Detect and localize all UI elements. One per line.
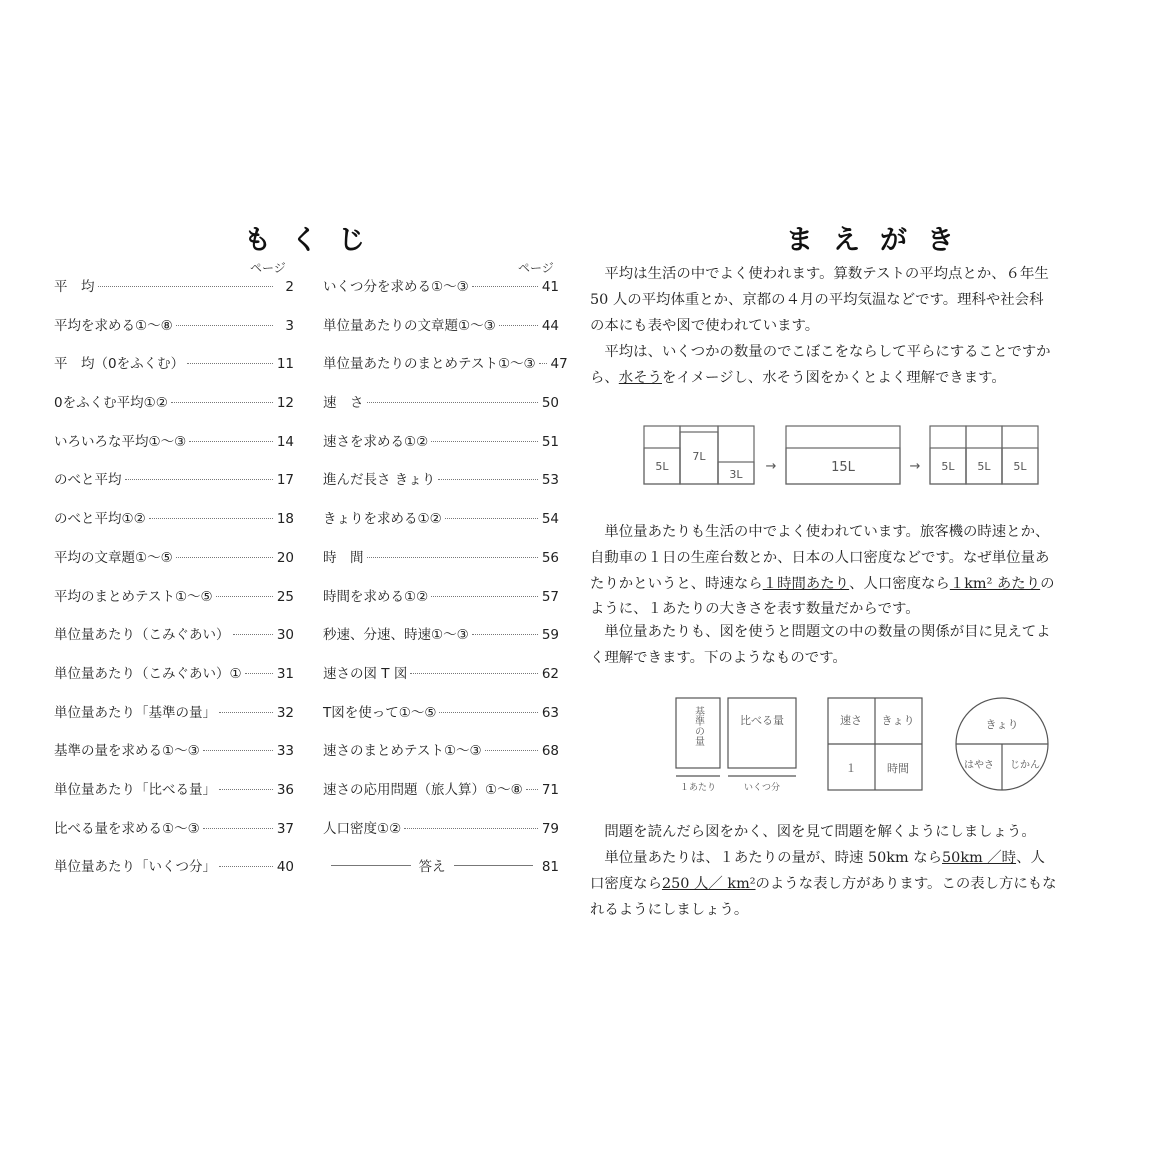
toc-entry-label: 速さを求める①②	[323, 433, 429, 450]
tank-label: 5L	[1013, 460, 1027, 473]
toc-entry[interactable]	[323, 623, 559, 662]
tank-label: 5L	[977, 460, 991, 473]
leader-dots	[539, 363, 547, 364]
toc-entry-label: 平均の文章題①～⑤	[54, 549, 173, 566]
toc-page-number: 63	[541, 704, 559, 721]
toc-entry[interactable]	[323, 546, 559, 585]
toc-entry-label: 平 均	[54, 279, 95, 295]
toc-entry[interactable]	[323, 817, 559, 856]
preface-paragraph-1	[590, 262, 1098, 339]
toc-entry[interactable]	[323, 430, 559, 469]
text-line: 単位量あたりも生活の中でよく使われています。旅客機の時速とか、	[604, 524, 1050, 540]
leader-dots	[485, 750, 538, 751]
toc-entry[interactable]	[54, 585, 294, 624]
leader-dots	[203, 750, 273, 751]
leader-dots	[189, 441, 273, 442]
toc-entry[interactable]	[54, 507, 294, 546]
toc-entry-label: 平均を求める①～⑧	[54, 317, 173, 334]
toc-entry[interactable]	[54, 623, 294, 662]
text-line: 50 人の平均体重とか、京都の４月の平均気温などです。理科や社会科	[590, 291, 1044, 308]
toc-page-number: 50	[541, 395, 559, 412]
leader-dots	[445, 518, 538, 519]
toc-page-header-left: ページ	[250, 261, 286, 275]
compare-quantity-box	[728, 698, 796, 768]
toc-entry[interactable]	[323, 468, 559, 507]
tank-outline	[930, 426, 966, 484]
leader-dots	[472, 286, 538, 287]
leader-dots	[499, 325, 538, 326]
toc-entry-label: 単位量あたり（こみぐあい）	[54, 627, 230, 644]
text-line: く理解できます。下のようなものです。	[590, 649, 847, 666]
preface-paragraph-6	[590, 846, 1098, 923]
toc-page-number: 68	[541, 743, 559, 760]
leader-dots	[149, 518, 273, 519]
toc-entry-label: 人口密度①②	[323, 820, 402, 837]
text-fragment: のような表し方があります。この表し方にもな	[755, 875, 1057, 892]
tank-label: 5L	[655, 460, 669, 473]
toc-right-column	[323, 275, 568, 894]
toc-entry-label: いくつ分を求める①～③	[323, 279, 469, 295]
toc-page-number: 3	[285, 317, 294, 334]
diagram-label: 基準の量	[692, 706, 704, 746]
text-line: ように、１あたりの大きさを表す数量だからです。	[590, 601, 920, 618]
toc-page-number: 2	[285, 279, 294, 295]
text-fragment: 、人	[1016, 850, 1045, 866]
diagram-label: １あたり	[679, 783, 717, 793]
toc-page-number: 56	[541, 549, 559, 566]
toc-page-number: 32	[276, 704, 294, 721]
toc-entry-label: 進んだ長さ きょり	[323, 472, 436, 489]
toc-entry[interactable]	[54, 701, 294, 740]
toc-page-number: 33	[276, 743, 294, 760]
toc-entry[interactable]	[54, 391, 294, 430]
text-line: 平均は、いくつかの数量のでこぼこをならして平らにすることですか	[604, 344, 1051, 360]
toc-page-number: 51	[541, 433, 559, 450]
preface-paragraph-5	[590, 820, 1098, 846]
toc-page-number: 18	[276, 511, 294, 528]
rule-line	[331, 865, 411, 866]
tank-outline	[786, 426, 900, 484]
leader-dots	[233, 634, 274, 635]
toc-entry-label: きょりを求める①②	[323, 511, 442, 528]
toc-entry-label: いろいろな平均①～③	[54, 433, 187, 450]
arrow-icon: →	[765, 459, 777, 474]
toc-entry-label: のべと平均①②	[54, 511, 146, 528]
toc-entry-label: 速 さ	[323, 395, 364, 412]
toc-page-number: 17	[276, 472, 294, 489]
leader-dots	[245, 673, 273, 674]
toc-entry-label: 比べる量を求める①～③	[54, 820, 200, 837]
tank-outline	[1002, 426, 1038, 484]
leader-dots	[176, 557, 273, 558]
leader-dots	[176, 325, 273, 326]
text-fragment: 単位量あたりは、１あたりの量が、時速 50km なら	[604, 850, 943, 866]
text-line: 問題を読んだら図をかく、図を見て問題を解くようにしましょう。	[604, 824, 1036, 840]
underlined-term: １km² あたり	[949, 575, 1041, 592]
toc-entry-label: 単位量あたり「いくつ分」	[54, 859, 216, 876]
toc-entry[interactable]	[54, 817, 294, 856]
toc-page-number: 81	[541, 859, 559, 876]
diagram-label: １	[845, 762, 857, 775]
toc-entry-label: 答え	[418, 859, 446, 876]
toc-left-column	[54, 275, 294, 894]
leader-dots	[439, 712, 538, 713]
toc-page-number: 41	[541, 279, 559, 295]
toc-page-number: 11	[276, 356, 294, 373]
text-fragment: の	[1040, 575, 1055, 592]
leader-dots	[438, 479, 538, 480]
toc-entry-label: 基準の量を求める①～③	[54, 743, 200, 760]
leader-dots	[171, 402, 273, 403]
leader-dots	[410, 673, 538, 674]
toc-page-number: 59	[541, 627, 559, 644]
toc-entry[interactable]	[54, 314, 294, 353]
leader-dots	[187, 363, 273, 364]
arrow-icon: →	[909, 459, 921, 474]
diagram-label: きょり	[985, 718, 1019, 731]
toc-entry[interactable]	[323, 507, 559, 546]
toc-entry[interactable]	[54, 855, 294, 894]
toc-page-number: 20	[276, 549, 294, 566]
text-line	[590, 872, 1098, 898]
leader-dots	[203, 828, 273, 829]
toc-entry-label: 速さの図 T 図	[323, 665, 408, 682]
toc-entry[interactable]	[54, 662, 294, 701]
rule-line	[454, 865, 534, 866]
toc-entry[interactable]	[323, 391, 559, 430]
text-line: 平均は生活の中でよく使われます。算数テストの平均点とか、６年生	[604, 266, 1049, 282]
preface-paragraph-3	[590, 520, 1098, 623]
toc-entry-label: 単位量あたりのまとめテスト①～③	[323, 356, 536, 373]
toc-entry-label: 単位量あたり「基準の量」	[54, 704, 216, 721]
toc-page-number: 47	[550, 356, 568, 373]
text-fragment: ら、	[590, 369, 619, 386]
tank-label: 5L	[941, 460, 955, 473]
text-fragment: 、人口密度なら	[849, 575, 950, 592]
toc-entry-label: 単位量あたりの文章題①～③	[323, 317, 496, 334]
toc-entry-label: 0をふくむ平均①②	[54, 395, 168, 412]
toc-entry-label: 速さの応用問題（旅人算）①～⑧	[323, 781, 523, 798]
toc-entry[interactable]	[323, 778, 559, 817]
toc-entry-label: 平均のまとめテスト①～⑤	[54, 588, 213, 605]
leader-dots	[219, 712, 273, 713]
toc-entry[interactable]	[54, 546, 294, 585]
toc-entry[interactable]	[54, 739, 294, 778]
toc-entry[interactable]	[54, 778, 294, 817]
toc-page-number: 36	[276, 781, 294, 798]
leader-dots	[431, 441, 538, 442]
underlined-term: 250 人／ km²	[661, 875, 756, 892]
toc-entry[interactable]	[54, 430, 294, 469]
toc-page-number: 12	[276, 395, 294, 412]
toc-entry[interactable]	[323, 662, 559, 701]
leader-dots	[219, 866, 273, 867]
text-line: 単位量あたりも、図を使うと問題文の中の数量の関係が目に見えてよ	[604, 624, 1051, 640]
toc-entry-label: 速さのまとめテスト①～③	[323, 743, 482, 760]
diagram-label: はやさ	[964, 760, 994, 771]
toc-page-number: 30	[276, 627, 294, 644]
leader-dots	[98, 286, 274, 287]
toc-entry-label: 時 間	[323, 549, 364, 566]
leader-dots	[125, 479, 274, 480]
toc-page-number: 57	[541, 588, 559, 605]
toc-entry[interactable]	[323, 585, 559, 624]
diagram-label: 速さ	[840, 714, 862, 727]
text-fragment: をイメージし、水そう図をかくとよく理解できます。	[661, 369, 1006, 386]
tank-label: 3L	[729, 468, 743, 481]
toc-page-number: 37	[276, 820, 294, 837]
text-line	[590, 846, 1098, 872]
text-line	[590, 366, 1098, 392]
leader-dots	[219, 789, 273, 790]
toc-entry-label: 単位量あたり（こみぐあい）①	[54, 665, 242, 682]
toc-page-number: 25	[276, 588, 294, 605]
text-fragment: 口密度なら	[590, 875, 662, 892]
toc-page-number: 44	[541, 317, 559, 334]
toc-entry-label: 平 均（0をふくむ）	[54, 356, 185, 373]
toc-entry-label: のべと平均	[54, 472, 122, 489]
toc-page-number: 14	[276, 433, 294, 450]
toc-entry[interactable]	[323, 352, 568, 391]
preface-paragraph-4	[590, 620, 1098, 672]
diagram-label: いくつ分	[743, 783, 781, 793]
leader-dots	[472, 634, 538, 635]
preface-paragraph-2	[590, 340, 1098, 392]
text-fragment: たりかというと、時速なら	[590, 575, 763, 592]
tank-outline	[966, 426, 1002, 484]
text-line: れるようにしましょう。	[590, 901, 749, 918]
diagram-label: 時間	[887, 762, 909, 775]
leader-dots	[367, 557, 539, 558]
toc-page-number: 54	[541, 511, 559, 528]
leader-dots	[367, 402, 539, 403]
toc-entry-label: 単位量あたり「比べる量」	[54, 781, 216, 798]
toc-entry-label: 秒速、分速、時速①～③	[323, 627, 469, 644]
toc-page-number: 62	[541, 665, 559, 682]
leader-dots	[526, 789, 538, 790]
diagram-label: きょり	[881, 714, 915, 727]
toc-page-header-right: ページ	[518, 261, 554, 275]
toc-title: もくじ	[244, 225, 385, 256]
toc-entry[interactable]	[54, 468, 294, 507]
toc-page-number: 53	[541, 472, 559, 489]
diagram-label: 比べる量	[740, 714, 784, 727]
toc-entry[interactable]	[323, 701, 559, 740]
text-line	[590, 572, 1098, 598]
toc-entry-label: 時間を求める①②	[323, 588, 429, 605]
text-line: の本にも表や図で使われています。	[590, 317, 820, 334]
toc-page-number: 79	[541, 820, 559, 837]
leader-dots	[216, 596, 273, 597]
toc-entry[interactable]	[323, 275, 559, 314]
toc-entry[interactable]	[323, 314, 559, 353]
underlined-term: 水そう	[618, 369, 662, 386]
tank-outline	[644, 426, 680, 484]
toc-page-number: 31	[276, 665, 294, 682]
toc-entry[interactable]	[54, 352, 294, 391]
preface-title: まえがき	[786, 225, 974, 256]
leader-dots	[431, 596, 538, 597]
toc-page-number: 71	[541, 781, 559, 798]
toc-page-number: 40	[276, 859, 294, 876]
diagram-label: じかん	[1010, 760, 1040, 771]
tank-label: 15L	[831, 460, 855, 475]
leader-dots	[404, 828, 538, 829]
text-line: 自動車の１日の生産台数とか、日本の人口密度などです。なぜ単位量あ	[590, 549, 1050, 566]
underlined-term: 50km ／時	[942, 850, 1017, 866]
underlined-term: １時間あたり	[762, 575, 850, 592]
unit-quantity-diagram	[672, 690, 1052, 800]
tank-label: 7L	[692, 450, 706, 463]
toc-entry[interactable]	[323, 739, 559, 778]
toc-entry[interactable]	[54, 275, 294, 314]
toc-entry-label: T図を使って①～⑤	[323, 704, 437, 721]
water-tank-diagram	[640, 418, 1060, 490]
toc-entry[interactable]	[323, 855, 559, 894]
